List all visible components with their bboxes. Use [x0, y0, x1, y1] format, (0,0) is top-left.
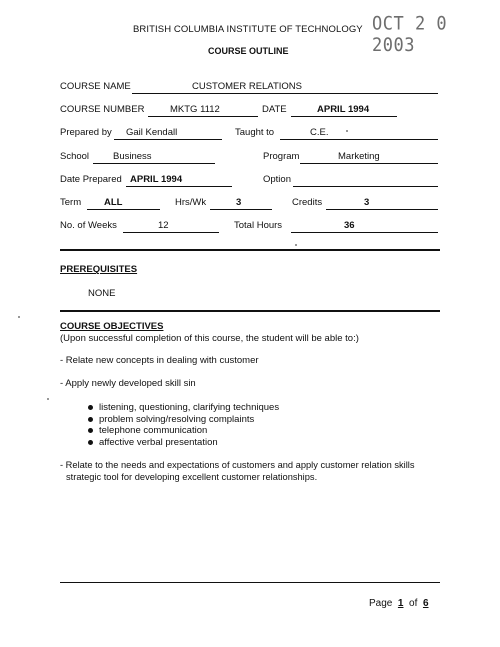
date-prepared-label: Date Prepared — [60, 174, 122, 185]
skills-list — [88, 402, 279, 448]
date-prepared-field — [126, 174, 232, 187]
term-label: Term — [60, 197, 82, 208]
term-row — [60, 197, 440, 211]
course-number-label: COURSE NUMBER — [60, 104, 145, 115]
option-field — [293, 174, 438, 187]
objective-item: - Relate to the needs and expectations of customers and apply customer relation skills — [60, 460, 415, 470]
course-name-row — [60, 81, 440, 95]
date-prepared-row — [60, 174, 440, 188]
list-item: problem solving/resolving complaints — [88, 414, 279, 426]
taught-to-value: C.E. — [310, 127, 329, 138]
of-label: of — [409, 598, 418, 609]
prepared-by-value: Gail Kendall — [126, 127, 178, 138]
scan-speck — [346, 130, 348, 132]
total-hours-value: 36 — [344, 220, 355, 231]
scan-speck — [47, 398, 49, 400]
course-number-field — [148, 104, 258, 117]
program-label: Program — [263, 151, 300, 162]
course-name-label: COURSE NAME — [60, 81, 131, 92]
prepared-by-row — [60, 127, 440, 141]
taught-to-field — [280, 127, 438, 140]
term-field — [87, 197, 160, 210]
school-value: Business — [113, 151, 152, 162]
prepared-by-field — [114, 127, 222, 140]
list-item: telephone communication — [88, 425, 279, 437]
institution-name: BRITISH COLUMBIA INSTITUTE OF TECHNOLOGY — [133, 24, 363, 35]
date-stamp: OCT 2 0 2003 — [372, 13, 448, 57]
footer-divider — [60, 582, 440, 583]
term-value: ALL — [104, 197, 123, 208]
credits-field — [326, 197, 438, 210]
total-hours-field — [291, 220, 438, 233]
course-number-row — [60, 104, 440, 118]
objective-item: - Apply newly developed skill sin — [60, 378, 196, 389]
page-number: 1 — [397, 598, 404, 609]
prerequisites-heading: PREREQUISITES — [60, 264, 138, 275]
list-item: affective verbal presentation — [88, 437, 279, 449]
school-row — [60, 151, 440, 165]
course-name-value: CUSTOMER RELATIONS — [192, 81, 302, 92]
course-number-value: MKTG 1112 — [170, 104, 220, 115]
prerequisites-text: NONE — [88, 288, 116, 299]
program-field — [300, 151, 438, 164]
document-title: COURSE OUTLINE — [208, 46, 289, 56]
objectives-heading: COURSE OBJECTIVES — [60, 321, 164, 332]
page-indicator — [369, 598, 429, 609]
objective-item-continued: strategic tool for developing excellent customer relationships. — [66, 472, 318, 482]
section-divider — [60, 249, 440, 251]
credits-label: Credits — [292, 197, 323, 208]
hrs-wk-label: Hrs/Wk — [175, 197, 207, 208]
list-item: listening, questioning, clarifying techniques — [88, 402, 279, 414]
date-value: APRIL 1994 — [317, 104, 370, 115]
hrs-wk-field — [210, 197, 272, 210]
page-label: Page — [369, 598, 393, 609]
prepared-by-label: Prepared by — [60, 127, 112, 138]
hrs-wk-value: 3 — [236, 197, 242, 208]
objectives-intro: (Upon successful completion of this course, the student will be able to:) — [60, 333, 359, 344]
option-label: Option — [263, 174, 291, 185]
section-divider — [60, 310, 440, 312]
school-field — [93, 151, 215, 164]
date-field — [291, 104, 397, 117]
date-label: DATE — [262, 104, 287, 115]
total-hours-label: Total Hours — [234, 220, 283, 231]
weeks-field — [123, 220, 219, 233]
course-name-field — [132, 81, 438, 94]
weeks-row — [60, 220, 440, 234]
objective-item: - Relate new concepts in dealing with customer — [60, 355, 259, 366]
school-label: School — [60, 151, 90, 162]
weeks-label: No. of Weeks — [60, 220, 117, 231]
scan-speck — [295, 244, 297, 246]
scan-speck — [18, 316, 20, 318]
page-total: 6 — [422, 598, 429, 609]
weeks-value: 12 — [158, 220, 169, 231]
date-prepared-value: APRIL 1994 — [130, 174, 183, 185]
credits-value: 3 — [364, 197, 370, 208]
program-value: Marketing — [338, 151, 380, 162]
taught-to-label: Taught to — [235, 127, 275, 138]
